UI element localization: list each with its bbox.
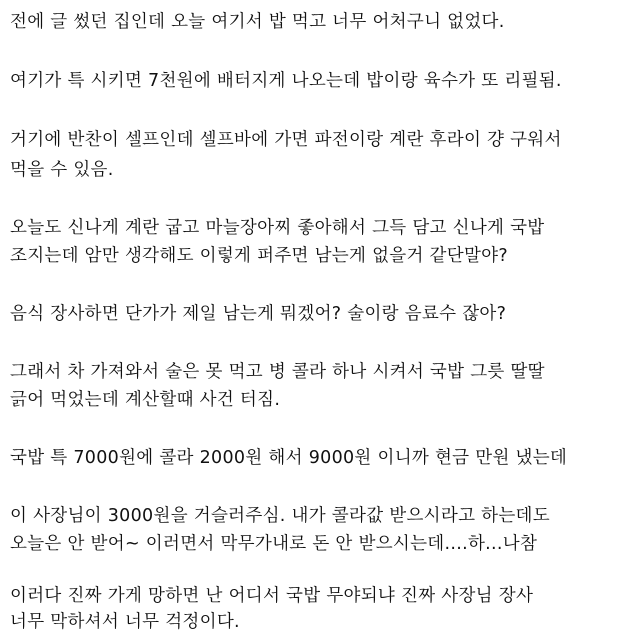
paragraph-1-line-1: 전에 글 썼던 집인데 오늘 여기서 밥 먹고 너무 어처구니 없었다. (10, 12, 505, 32)
paragraph-2-line-1: 여기가 특 시키면 7천원에 배터지게 나오는데 밥이랑 육수가 또 리필됨. (10, 71, 562, 91)
paragraph-9-line-1: 이러다 진짜 가게 망하면 난 어디서 국밥 무야되냐 진짜 사장님 장사 (10, 586, 534, 606)
paragraph-4-line-1: 오늘도 신나게 계란 굽고 마늘장아찌 좋아해서 그득 담고 신나게 국밥 (10, 218, 545, 238)
paragraph-8-line-1: 이 사장님이 3000원을 거슬러주심. 내가 콜라값 받으시라고 하는데도 (10, 506, 550, 526)
paragraph-6-line-1: 그래서 차 가져와서 술은 못 먹고 병 콜라 하나 시켜서 국밥 그릇 딸딸 (10, 362, 545, 382)
paragraph-5-line-1: 음식 장사하면 단가가 제일 남는게 뭐겠어? 술이랑 음료수 잖아? (10, 304, 507, 324)
paragraph-9-line-2: 너무 막하셔서 너무 걱정이다. (10, 612, 240, 632)
paragraph-4-line-2: 조지는데 암만 생각해도 이렇게 퍼주면 남는게 없을거 같단말야? (10, 246, 508, 266)
paragraph-3-line-1: 거기에 반찬이 셀프인데 셀프바에 가면 파전이랑 계란 후라이 걍 구워서 (10, 130, 562, 150)
paragraph-7-line-1: 국밥 특 7000원에 콜라 2000원 해서 9000원 이니까 현금 만원 냈는데 (10, 448, 568, 468)
paragraph-8-line-2: 오늘은 안 받어~ 이러면서 막무가내로 돈 안 받으시는데....하...나참 (10, 534, 538, 554)
paragraph-3-line-2: 먹을 수 있음. (10, 160, 114, 180)
paragraph-6-line-2: 긁어 먹었는데 계산할때 사건 터짐. (10, 390, 281, 410)
